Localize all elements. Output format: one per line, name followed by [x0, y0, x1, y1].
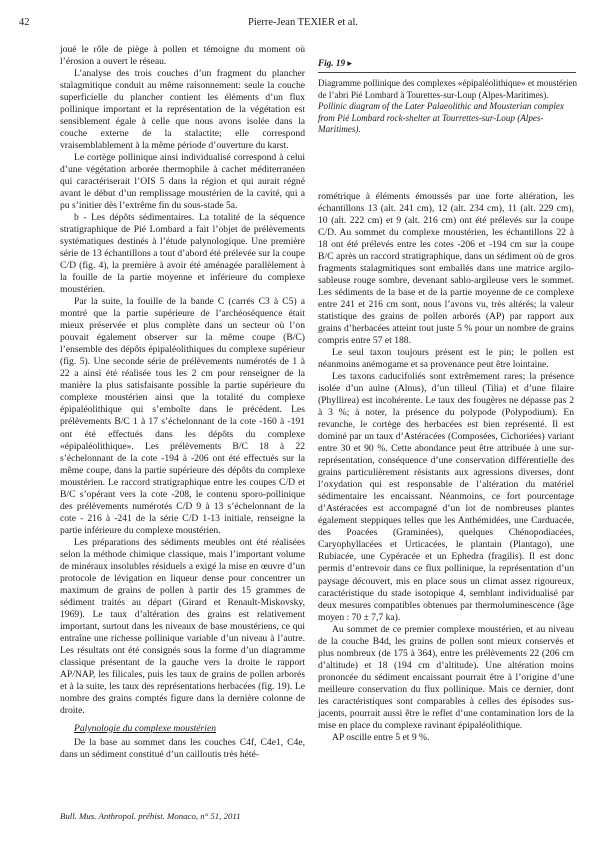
paragraph: Par la suite, la fouille de la bande C (carrés C3 à C5) a montré que la partie supérieure de l’archéoséquence était mieux préservée et plus complète dans un secteur où l’on pouvait également observer sur la même coupe (B/C) l’ensemble des dépôts épipaléolithiques du complexe supérieur (fig. 5). Une seconde série de prélèvements numérotés de 1 à 22 a ainsi été réalisée tous les 2 cm pour renseigner de la manière la plus satisfaisante possible la partie supérieure du complexe moustérien ainsi que la totalité du complexe épipaléolithique qui s’emboîte dans le précédent. Les prélèvements B/C 1 à 17 s’échelonnant de la cote -160 à -191 ont été effectués dans les dépôts du complexe «épipaléolithique». Les prélèvements B/C 18 à 22 s’échelonnant de la cote -194 à -206 ont été effectués sur la même coupe, dans la partie supérieure des dépôts du complexe moustérien. Le raccord stratigraphique entre les coupes C/D et B/C s’opérant vers la cote -208, le contenu sporo-pollinique des prélèvements numérotés C/D 9 à 13 s’échelonnant de la cote - 216 à -241 de la série C/D 1-13 initiale, renseigne la partie inférieure du complexe moustérien. — [60, 296, 305, 536]
paragraph: Le cortège pollinique ainsi individualisé correspond à celui d’une végétation arborée thermophile à cachet méditerranéen qui caractériserait l’OIS 5 dans la région et qui aurait régné avant le début d’un remplissage moustérien de la cavité, qui a pu s’initier dès l’extrême fin du sous-stade 5a. — [60, 152, 305, 212]
journal-footer: Bull. Mus. Anthropol. préhist. Monaco, n° 51, 2011 — [60, 811, 241, 821]
paragraph: Le seul taxon toujours présent est le pin; le pollen est néanmoins anémogame et sa provenance peut être lointaine. — [318, 347, 574, 371]
paragraph: Au sommet de ce premier complexe moustérien, et au niveau de la couche B4d, les grains de pollen sont mieux conservés et plus nombreux (de 175 à 364), entre les prélèvements 22 (206 cm d’altitude) et 18 (194 cm d’altitude). Une altération moins prononcée du sédiment encaissant pourrait être à l’origine d’une meilleure conservation du flux pollinique. Mais ce dernier, dont les caractéristiques sont comparables à celles des épisodes sus-jacents, pourrait aussi être le reflet d’une contamination lors de la mise en place du complexe ravinant épipaléolithique. — [318, 623, 574, 731]
paragraph: Les préparations des sédiments meubles ont été réalisées selon la méthode chimique classique, mais l’important volume de minéraux insolubles résiduels a exigé la mise en œuvre d’un protocole de lévigation en liqueur dense pour concentrer un maximum de grains de pollen à partir des 15 grammes de sédiment traités au départ (Girard et Renault-Miskovsky, 1969). Le taux d’altération des grains est relativement important, surtout dans les niveaux de base moustériens, ce qui entraîne une richesse pollinique variable d’un niveau à l’autre. Les résultats ont été consignés sous la forme d’un diagramme classique présentant de la gauche vers la droite le rapport AP/NAP, les filicales, puis les taux de grains de pollen arborés et à la suite, les taux des représentations herbacées (fig. 19). Le nombre des grains comptés figure dans la dernière colonne de droite. — [60, 536, 305, 716]
paragraph: AP oscille entre 5 et 9 %. — [332, 731, 430, 743]
paragraph: rométrique à éléments émoussés par une forte altération, les échantillons 13 (alt. 241 cm), 12 (alt. 234 cm), 11 (alt. 229 cm), 10 (alt. 222 cm) et 9 (alt. 216 cm) ont été prélevés sur la coupe C/D. Au sommet du complexe moustérien, les échantillons 22 à 18 ont été prélevés entre les cotes -206 et -194 cm sur la coupe B/C après un raccord stratigraphique, dans un sédiment où de gros fragments stalagmitiques sont emballés dans une matrice argilo-sableuse rouge sombre, devenant sablo-argileuse vers le sommet. Les sédiments de la base et de la partie moyenne de ce complexe entre 241 et 216 cm sont, nous l’avons vu, très altérés; la valeur statistique des grains de pollen arborés (AP) par rapport aux grains d’herbacées atteint tout juste 5 % pour un nombre de grains compris entre 57 et 188. — [318, 191, 574, 347]
right-text-column — [318, 191, 574, 744]
caption-rule — [318, 72, 576, 73]
left-text-column — [60, 44, 305, 761]
figure-caption-english: Pollinic diagram of the Later Palaeolithic and Mousterian complex from Pié Lombard rock-shelter at Tourrettes-sur-Loup (Alpes-Maritimes). — [318, 101, 565, 135]
paragraph: De la base au sommet dans les couches C4f, C4e1, C4e, dans un sédiment constitué d’un cailloutis très hété- — [60, 736, 305, 760]
paragraph: Les taxons caducifoliés sont extrêmement rares; la présence isolée d’un aulne (Alnus), d’un tilleul (Tilia) et d’une filaire (Phyllirea) est incohérente. Le taux des fougères ne dépasse pas 2 à 3 %; à noter, la présence du polypode (Polypodium). En revanche, le cortège des herbacées est bien représenté. Il est dominé par un taux d’Astéracées (Composées, Cichoriées) variant entre 30 et 90 %. Cette abondance peut être attribuée à une sur-représentation, conséquence d’une conservation différentielle des grains particulièrement résistants aux agressions diverses, dont l’oxydation qui est responsable de l’altération du matériel sédimentaire les encaissant. Néanmoins, ce fort pourcentage d’Astéracées est accompagné d’un lot de nombreuses plantes également steppiques telles que les Anthémidées, une Carduacée, des Poacées (Graminées), quelques Chénopodiacées, Caryophyllacées et Urticacées, le plantain (Plantago), une Rubiacée, une Cypéracée et un Ephedra (fragilis). Il est donc permis d’entrevoir dans ce flux pollinique, la représentation d’un paysage découvert, mis en place sous un climat assez rigoureux, caractéristique du stade isotopique 4, semblant individualisé par deux mesures compatibles obtenues par thermoluminescence (âge moyen : 70 ± 7,7 ka). — [318, 371, 574, 623]
paragraph: L’analyse des trois couches d’un fragment du plancher stalagmitique conduit au même raisonnement: seule la couche superficielle du plancher contient les éléments d’un flux pollinique important et la représentation de la végétation est sensiblement égale à celle que nous avons isolée dans la couche externe de la stalactite; elle correspond vraisemblablement à la même période d’ouverture du karst. — [60, 68, 305, 152]
figure-label: Fig. 19 ▸ — [318, 58, 352, 68]
running-header — [0, 17, 606, 31]
running-author: Pierre-Jean TEXIER et al. — [247, 17, 358, 28]
paragraph: b - Les dépôts sédimentaires. La totalité de la séquence stratigraphique de Pié Lombard a fait l’objet de prélèvements systématiques destinés à l’étude palynologique. Une première série de 13 échantillons a tout d’abord été prélevée sur la coupe C/D (fig. 4), la première à avoir été aménagée parallèlement à la fouille de la partie moyenne et inférieure du complexe moustérien. — [60, 212, 305, 296]
paragraph: joué le rôle de piège à pollen et témoigne du moment où l’érosion a ouvert le réseau. — [60, 44, 305, 68]
figure-caption-block — [318, 58, 578, 135]
page-number: 42 — [19, 17, 30, 28]
figure-caption-french: Diagramme pollinique des complexes «épipaléolithique» et moustérien de l’abri Pié Lombard à Tourettes-sur-Loup (Alpes-Maritimes). — [318, 78, 578, 100]
section-subheading: Palynologie du complexe moustérien — [74, 722, 216, 734]
